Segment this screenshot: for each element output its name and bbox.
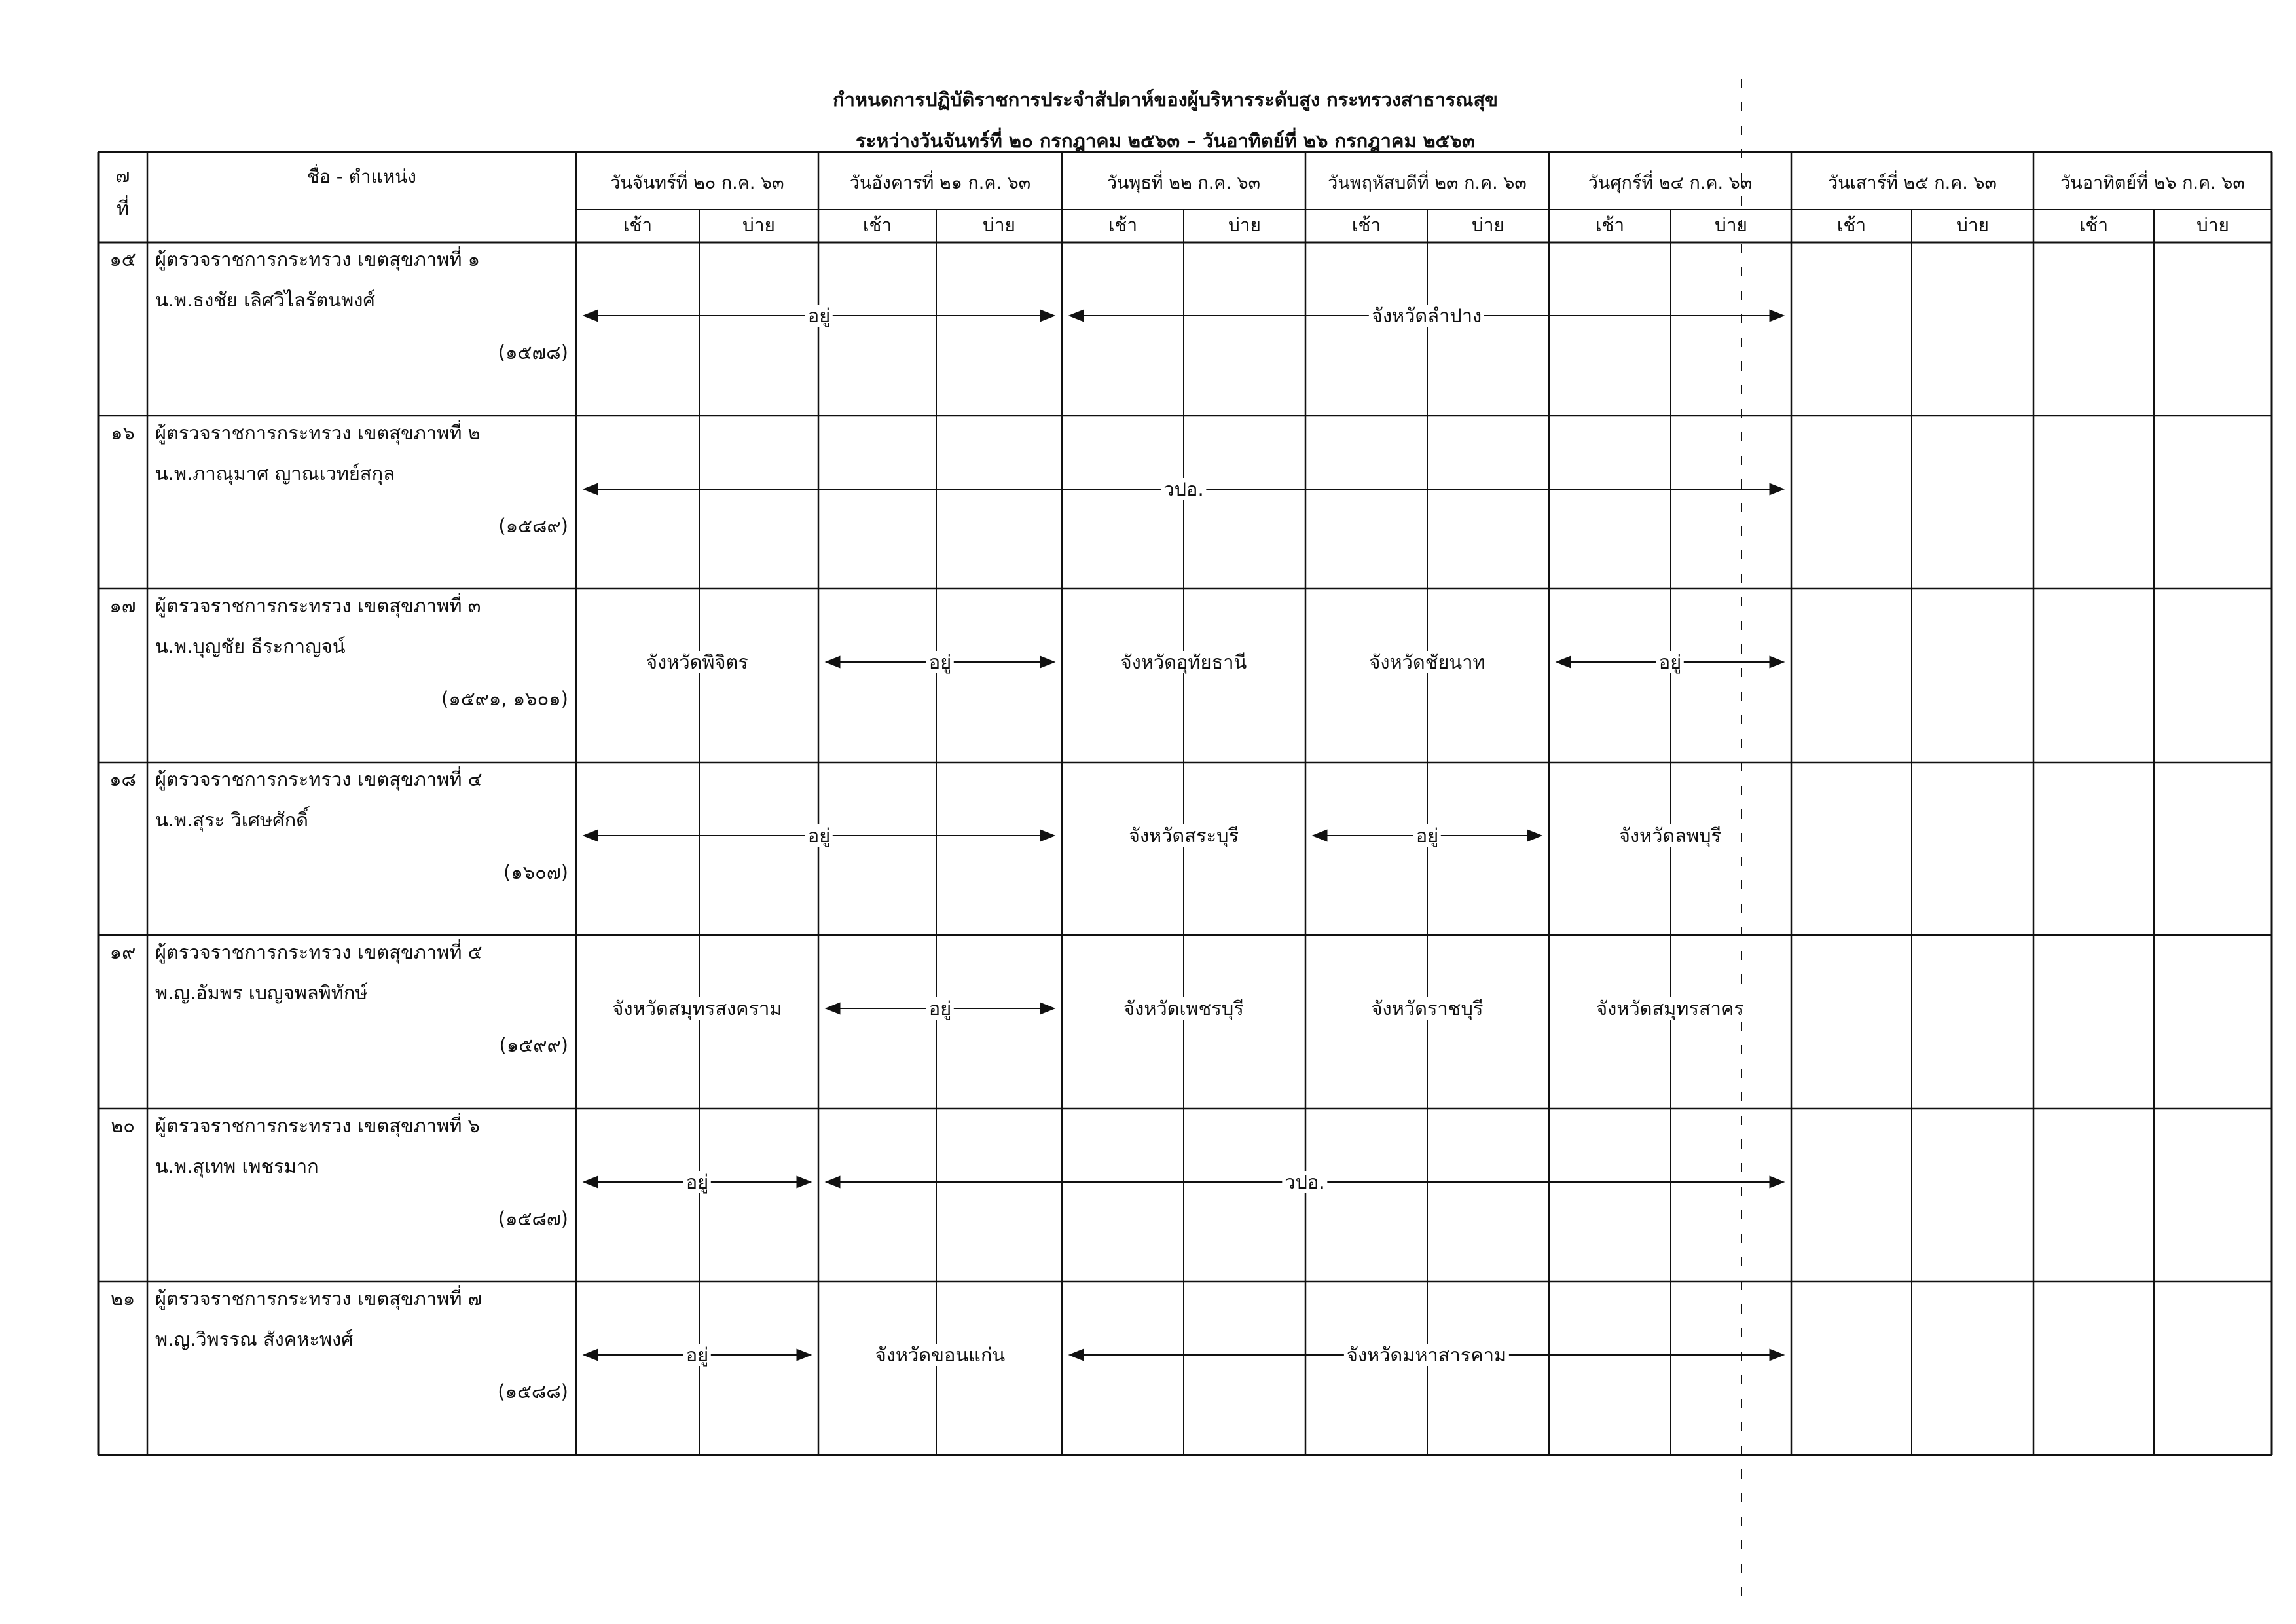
person-position: ผู้ตรวจราชการกระทรวง เขตสุขภาพที่ ๕ — [155, 941, 483, 963]
header-morning: เช้า — [2079, 214, 2109, 236]
header-afternoon: บ่าย — [742, 214, 775, 236]
schedule-entry-label: อยู่ — [805, 304, 833, 327]
schedule-entry-label: อยู่ — [1413, 824, 1441, 847]
schedule-entry-label: อยู่ — [1656, 651, 1684, 673]
schedule-entry-label: อยู่ — [926, 651, 954, 673]
person-name: น.พ.สุเทพ เพชรมาก — [155, 1155, 319, 1177]
row-number: ๑๙ — [109, 941, 136, 963]
row-number: ๑๗ — [109, 595, 136, 617]
schedule-entry-label: อยู่ — [683, 1344, 711, 1366]
header-no-label: ที่ — [116, 197, 130, 219]
header-morning: เช้า — [1108, 214, 1138, 236]
person-name: พ.ญ.อัมพร เบญจพลพิทักษ์ — [155, 982, 368, 1004]
schedule-entry-label: จังหวัดชัยนาท — [1366, 651, 1487, 673]
row-number: ๑๕ — [109, 248, 136, 270]
person-code: (๑๕๘๗) — [498, 1208, 568, 1230]
person-code: (๑๕๙๙) — [499, 1034, 568, 1056]
schedule-entry-label: จังหวัดลำปาง — [1369, 304, 1484, 327]
row-number: ๑๘ — [109, 768, 136, 790]
header-morning: เช้า — [1595, 214, 1625, 236]
person-name: น.พ.ธงชัย เลิศวิไลรัตนพงศ์ — [155, 289, 375, 311]
schedule-entry-label: จังหวัดเพชรบุรี — [1121, 997, 1247, 1020]
schedule-entry-label: จังหวัดสมุทรสงคราม — [610, 997, 784, 1020]
person-position: ผู้ตรวจราชการกระทรวง เขตสุขภาพที่ ๔ — [155, 768, 483, 790]
schedule-entry-label: วปอ. — [1161, 478, 1206, 500]
header-day-2: วันอังคารที่ ๒๑ ก.ค. ๖๓ — [849, 173, 1031, 193]
schedule-entry-label: จังหวัดลพบุรี — [1616, 824, 1724, 847]
schedule-entry-label: จังหวัดสมุทรสาคร — [1594, 997, 1747, 1020]
header-day-3: วันพุธที่ ๒๒ ก.ค. ๖๓ — [1106, 173, 1261, 193]
person-position: ผู้ตรวจราชการกระทรวง เขตสุขภาพที่ ๑ — [155, 248, 481, 270]
header-afternoon: บ่าย — [1956, 214, 1989, 236]
person-name: น.พ.สุระ วิเศษศักดิ์ — [155, 809, 308, 831]
header-no-number: ๗ — [115, 164, 130, 187]
header-morning: เช้า — [1351, 214, 1381, 236]
person-code: (๑๕๘๙) — [498, 515, 568, 537]
header-afternoon: บ่าย — [2196, 214, 2229, 236]
schedule-entry-label: จังหวัดมหาสารคาม — [1344, 1344, 1509, 1366]
person-code: (๑๕๙๑, ๑๖๐๑) — [441, 688, 568, 710]
schedule-entry-label: จังหวัดพิจิตร — [644, 651, 751, 673]
person-position: ผู้ตรวจราชการกระทรวง เขตสุขภาพที่ ๗ — [155, 1287, 483, 1310]
schedule-entry-label: อยู่ — [683, 1171, 711, 1193]
header-afternoon: บ่าย — [1472, 214, 1504, 236]
person-name: น.พ.ภาณุมาศ ญาณเวทย์สกุล — [155, 462, 395, 485]
schedule-entry-label: จังหวัดอุทัยธานี — [1118, 651, 1250, 673]
schedule-entry-label: อยู่ — [926, 997, 954, 1020]
header-name-position: ชื่อ - ตำแหน่ง — [307, 166, 416, 187]
schedule-entry-label: จังหวัดขอนแก่น — [873, 1344, 1008, 1366]
header-morning: เช้า — [1836, 214, 1867, 236]
document-title: กำหนดการปฏิบัติราชการประจำสัปดาห์ของผู้บริหารระดับสูง กระทรวงสาธารณสุข — [833, 88, 1498, 111]
header-afternoon: บ่าย — [983, 214, 1015, 236]
header-day-5: วันศุกร์ที่ ๒๔ ก.ค. ๖๓ — [1588, 173, 1753, 193]
schedule-entry-label: จังหวัดราชบุรี — [1369, 997, 1486, 1020]
row-number: ๒๐ — [111, 1115, 135, 1137]
schedule-entry-label: จังหวัดสระบุรี — [1126, 824, 1241, 847]
schedule-entry-label: อยู่ — [805, 824, 833, 847]
person-position: ผู้ตรวจราชการกระทรวง เขตสุขภาพที่ ๓ — [155, 595, 481, 617]
row-number: ๒๑ — [110, 1287, 136, 1310]
header-morning: เช้า — [623, 214, 653, 236]
document-date-range: ระหว่างวันจันทร์ที่ ๒๐ กรกฎาคม ๒๕๖๓ – วันอาทิตย์ที่ ๒๖ กรกฎาคม ๒๕๖๓ — [856, 130, 1475, 152]
person-name: พ.ญ.วิพรรณ สังคหะพงศ์ — [155, 1328, 354, 1350]
header-day-7: วันอาทิตย์ที่ ๒๖ ก.ค. ๖๓ — [2060, 173, 2245, 193]
person-code: (๑๕๗๘) — [498, 341, 568, 363]
person-code: (๑๕๘๘) — [498, 1380, 568, 1403]
header-morning: เช้า — [862, 214, 892, 236]
header-day-4: วันพฤหัสบดีที่ ๒๓ ก.ค. ๖๓ — [1328, 173, 1527, 193]
header-afternoon: บ่าย — [1228, 214, 1261, 236]
header-afternoon: บ่าย — [1715, 214, 1747, 236]
person-position: ผู้ตรวจราชการกระทรวง เขตสุขภาพที่ ๒ — [155, 422, 481, 444]
person-code: (๑๖๐๗) — [503, 861, 568, 883]
person-name: น.พ.บุญชัย ธีระกาญจน์ — [155, 635, 346, 657]
header-day-6: วันเสาร์ที่ ๒๕ ก.ค. ๖๓ — [1828, 173, 1997, 193]
row-number: ๑๖ — [111, 422, 135, 444]
person-position: ผู้ตรวจราชการกระทรวง เขตสุขภาพที่ ๖ — [155, 1115, 481, 1137]
header-day-1: วันจันทร์ที่ ๒๐ ก.ค. ๖๓ — [610, 173, 784, 193]
schedule-entry-label: วปอ. — [1282, 1171, 1327, 1193]
